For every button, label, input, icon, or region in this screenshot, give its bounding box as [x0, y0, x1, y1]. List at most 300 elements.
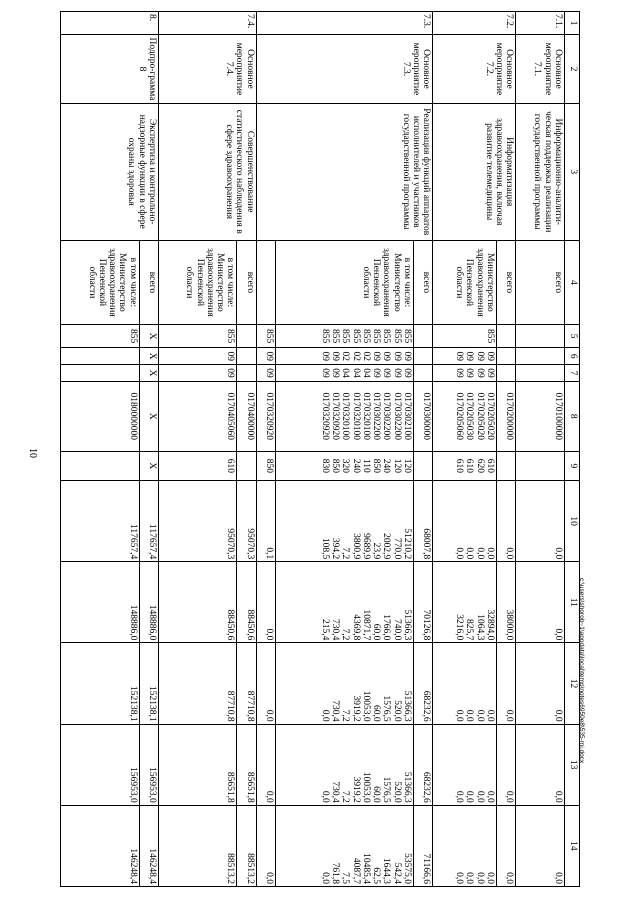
cell-value: 51210,2	[401, 528, 412, 560]
cell-value: 148886,0	[127, 604, 138, 641]
cell-value: 09	[330, 351, 341, 361]
cell-c8	[256, 381, 275, 451]
cell-value: 10485,4	[360, 853, 371, 884]
cell-c10	[158, 481, 237, 562]
cell-value: 09	[319, 351, 330, 361]
cell-c5	[433, 325, 497, 348]
cell-c12	[496, 643, 515, 724]
cell-value: 520,0	[391, 700, 402, 722]
cell-c12	[275, 643, 413, 724]
cell-c11	[237, 562, 256, 643]
cell-value: 09	[225, 351, 236, 361]
cell-value: 855	[127, 329, 138, 344]
cell-value: 120	[401, 458, 412, 473]
cell-value: 95070,3	[244, 528, 255, 560]
column-header-7: 7	[565, 365, 580, 382]
cell-c9	[158, 451, 237, 481]
cell-c10	[256, 481, 275, 562]
cell-value: 0,0	[484, 790, 495, 803]
cell-value: 09	[454, 351, 465, 361]
cell-c14	[61, 805, 140, 886]
cell-c11	[256, 562, 275, 643]
cell-value: 0180000000	[127, 392, 138, 441]
cell-value: 0,0	[504, 547, 515, 560]
cell-value: 520,0	[391, 781, 402, 803]
cell-value: 0170300000	[421, 392, 432, 441]
cell-c13	[158, 724, 237, 805]
cell-value: 3216,0	[454, 614, 465, 641]
cell-c10	[237, 481, 256, 562]
cell-value: 110	[360, 458, 371, 473]
cell-c7	[158, 365, 237, 382]
cell-value: 215,4	[319, 619, 330, 641]
cell-value: 7,5	[340, 872, 351, 884]
cell-c9	[61, 451, 140, 481]
cell-value: 09	[330, 368, 341, 378]
cell-value: 0170405060	[225, 392, 236, 441]
cell-value: 87710,8	[225, 690, 236, 722]
cell-c11	[413, 562, 432, 643]
cell-c10	[516, 481, 565, 562]
recipient-label: в том числе: Министерство здравоохранения Пензенской области	[61, 240, 140, 324]
cell-value: 88513,2	[244, 853, 255, 884]
cell-value: 610	[454, 458, 465, 473]
column-header-6: 6	[565, 348, 580, 365]
cell-c11	[496, 562, 515, 643]
cell-value: 04	[340, 368, 351, 378]
file-path-footer: c:\users\shorob~1\appdata\local\temp\notes6950e8\535-mi.docx	[578, 578, 585, 764]
cell-value: 240	[350, 458, 361, 473]
cell-c12	[237, 643, 256, 724]
cell-value: 10053,0	[360, 771, 371, 803]
budget-table	[60, 11, 580, 887]
cell-value: 0,0	[454, 709, 465, 722]
cell-value: 60,0	[371, 704, 382, 722]
cell-value: 0,0	[263, 628, 274, 641]
cell-value: 02	[350, 351, 361, 361]
cell-c5	[516, 325, 565, 348]
recipient-label: всего	[139, 240, 158, 324]
cell-value: 51366,3	[401, 690, 412, 722]
cell-value: 0170320920	[263, 392, 274, 441]
recipient-label: всего	[237, 240, 256, 324]
cell-c5	[496, 325, 515, 348]
cell-value: 09	[391, 368, 402, 378]
cell-value: 0,0	[263, 709, 274, 722]
cell-c5	[256, 325, 275, 348]
cell-c9	[237, 451, 256, 481]
cell-value: 10053,0	[360, 690, 371, 722]
cell-value: 240	[381, 458, 392, 473]
cell-value: 146248,4	[127, 848, 138, 884]
cell-value: 68232,6	[421, 771, 432, 803]
recipient-label: в том числе: Министерство здравоохранения Пензенской области	[158, 240, 237, 324]
cell-c6	[237, 348, 256, 365]
cell-value: 0,0	[504, 790, 515, 803]
cell-value: 0,0	[454, 547, 465, 560]
cell-c7	[433, 365, 497, 382]
cell-value: 0,0	[474, 547, 485, 560]
cell-c14	[158, 805, 237, 886]
cell-value: 09	[371, 351, 382, 361]
cell-value: 0,0	[484, 872, 495, 884]
cell-c9	[496, 451, 515, 481]
cell-value: 855	[381, 329, 392, 344]
cell-value: 117657,4	[127, 523, 138, 560]
cell-value: 0170205030	[464, 392, 475, 441]
cell-value: 0170200000	[504, 392, 515, 441]
cell-c6	[256, 348, 275, 365]
cell-value: 09	[225, 368, 236, 378]
cell-value: 0,0	[553, 547, 563, 560]
cell-value: 68232,6	[421, 690, 432, 722]
cell-c7	[139, 365, 158, 382]
cell-value: 88513,2	[225, 853, 236, 884]
cell-value: 0170302200	[371, 392, 382, 441]
cell-c7	[496, 365, 515, 382]
recipient-label: Министерство здравоохранения Пензенской области	[433, 240, 497, 324]
cell-c7	[275, 365, 413, 382]
cell-value: 7,2	[340, 709, 351, 722]
cell-value: 152138,1	[127, 685, 138, 722]
cell-value: 09	[484, 368, 495, 378]
cell-c8	[433, 381, 497, 451]
cell-value: 3919,2	[350, 776, 361, 803]
cell-value: 4369,8	[350, 614, 361, 641]
cell-c13	[256, 724, 275, 805]
table-row	[413, 12, 432, 887]
section-name: Информатизация здравоохранения, включая развитие телемедицины	[433, 103, 516, 240]
cell-c6	[275, 348, 413, 365]
cell-c9	[256, 451, 275, 481]
cell-value: 3800,9	[350, 533, 361, 560]
section-num: 7.1.	[516, 12, 565, 35]
cell-value: 146248,4	[146, 848, 157, 884]
cell-value: 0,0	[263, 790, 274, 803]
cell-value: 68007,8	[421, 528, 432, 560]
cell-value: Х	[146, 462, 157, 470]
cell-value: 04	[350, 368, 361, 378]
cell-c9	[413, 451, 432, 481]
cell-c11	[516, 562, 565, 643]
cell-value: 09	[381, 368, 392, 378]
cell-value: 855	[263, 329, 274, 344]
cell-value: Х	[146, 332, 157, 340]
cell-c12	[516, 643, 565, 724]
cell-c10	[413, 481, 432, 562]
cell-value: 0170205020	[474, 392, 485, 441]
cell-value: 4087,7	[350, 857, 361, 884]
cell-value: 0170302200	[381, 392, 392, 441]
cell-value: 156953,0	[146, 767, 157, 803]
section-type: Основное мероприятие 7.1.	[516, 35, 565, 104]
cell-c9	[139, 451, 158, 481]
cell-value: 09	[474, 368, 485, 378]
section-type: Подпро-грамма 8	[61, 35, 159, 104]
cell-c5	[413, 325, 432, 348]
cell-c12	[139, 643, 158, 724]
cell-value: 542,4	[391, 862, 402, 884]
cell-value: 09	[391, 351, 402, 361]
recipient-label: всего	[516, 240, 565, 324]
section-type: Основное мероприятие 7.3.	[256, 35, 432, 104]
cell-value: 730,4	[330, 700, 341, 722]
cell-c10	[433, 481, 497, 562]
cell-value: 855	[330, 329, 341, 344]
cell-value: 7,2	[340, 790, 351, 803]
cell-c8	[413, 381, 432, 451]
cell-c5	[139, 325, 158, 348]
cell-value: 09	[401, 351, 412, 361]
cell-value: Х	[146, 412, 157, 420]
cell-value: 850	[330, 458, 341, 473]
recipient-label	[256, 240, 275, 324]
cell-c5	[158, 325, 237, 348]
cell-c8	[61, 381, 140, 451]
cell-value: 0,0	[553, 628, 563, 641]
section-name: Информационно-аналити-ческая поддержка реализации государственной программы	[516, 103, 565, 240]
cell-value: 108,5	[319, 537, 330, 560]
cell-value: 117657,4	[146, 523, 157, 560]
cell-value: 0,0	[553, 790, 563, 803]
cell-c6	[413, 348, 432, 365]
cell-c14	[275, 805, 413, 886]
cell-value: 9689,9	[360, 533, 371, 560]
cell-value: 85651,8	[244, 771, 255, 803]
cell-value: 09	[263, 368, 274, 378]
cell-value: 730,4	[330, 781, 341, 803]
table-row	[496, 12, 515, 887]
cell-c13	[496, 724, 515, 805]
cell-value: 1576,5	[381, 776, 392, 803]
cell-value: 0,0	[263, 872, 274, 884]
cell-value: 1064,3	[474, 614, 485, 641]
cell-value: 09	[263, 351, 274, 361]
section-name: Реализация функций аппаратов исполнителей и участников государственной программы	[256, 103, 432, 240]
cell-c5	[61, 325, 140, 348]
cell-c11	[275, 562, 413, 643]
table-row	[237, 12, 256, 887]
cell-c5	[275, 325, 413, 348]
cell-c7	[61, 365, 140, 382]
cell-value: 0,0	[553, 709, 563, 722]
cell-value: 0,1	[263, 547, 274, 560]
cell-c10	[61, 481, 140, 562]
cell-c10	[139, 481, 158, 562]
section-num: 7.2.	[433, 12, 516, 35]
cell-c6	[433, 348, 497, 365]
cell-value: 855	[401, 329, 412, 344]
cell-value: 2002,9	[381, 533, 392, 560]
column-header-11: 11	[565, 562, 580, 643]
column-header-8: 8	[565, 381, 580, 451]
cell-value: Х	[146, 352, 157, 360]
cell-value: 855	[360, 329, 371, 344]
table-row	[139, 12, 158, 887]
cell-value: 0,0	[474, 790, 485, 803]
column-header-3: 3	[565, 103, 580, 240]
cell-value: 62,5	[371, 867, 382, 884]
cell-value: 02	[360, 351, 371, 361]
cell-c8	[139, 381, 158, 451]
cell-value: 855	[391, 329, 402, 344]
cell-value: 09	[484, 351, 495, 361]
cell-value: 0,0	[464, 790, 475, 803]
cell-value: 09	[464, 351, 475, 361]
section-type: Основное мероприятие 7.2.	[433, 35, 516, 104]
cell-value: 0170302100	[401, 392, 412, 441]
section-num: 7.3.	[256, 12, 432, 35]
cell-c13	[139, 724, 158, 805]
cell-value: 830	[319, 458, 330, 473]
cell-value: 855	[319, 329, 330, 344]
cell-c7	[413, 365, 432, 382]
cell-value: 1644,3	[381, 857, 392, 884]
cell-value: 855	[371, 329, 382, 344]
cell-value: 09	[474, 351, 485, 361]
cell-value: 825,7	[464, 619, 475, 641]
rotated-page	[60, 11, 580, 887]
cell-c7	[516, 365, 565, 382]
cell-value: 0,0	[464, 872, 475, 884]
cell-c14	[256, 805, 275, 886]
cell-value: 88450,6	[225, 609, 236, 641]
cell-c8	[275, 381, 413, 451]
cell-c14	[139, 805, 158, 886]
cell-c12	[61, 643, 140, 724]
cell-value: 855	[340, 329, 351, 344]
cell-value: 85651,8	[225, 771, 236, 803]
cell-c14	[413, 805, 432, 886]
section-name: Совершенствование статистического наблюдения в сфере здравоохранения	[158, 103, 256, 240]
cell-c5	[237, 325, 256, 348]
cell-c13	[237, 724, 256, 805]
cell-c13	[61, 724, 140, 805]
cell-value: Х	[146, 369, 157, 377]
cell-value: 0,0	[484, 547, 495, 560]
cell-value: 10871,7	[360, 609, 371, 641]
cell-value: 770,0	[391, 537, 402, 560]
cell-value: 70126,8	[421, 609, 432, 641]
cell-value: 60,0	[371, 786, 382, 803]
cell-value: 0170205060	[454, 392, 465, 441]
cell-c11	[158, 562, 237, 643]
cell-value: 730,4	[330, 619, 341, 641]
cell-value: 855	[484, 329, 495, 344]
cell-value: 850	[371, 458, 382, 473]
cell-value: 87710,8	[244, 690, 255, 722]
cell-value: 38000,0	[504, 609, 515, 641]
cell-value: 0,0	[319, 790, 330, 803]
cell-value: 394,2	[330, 537, 341, 560]
cell-value: 3919,2	[350, 695, 361, 722]
cell-value: 23,9	[371, 542, 382, 560]
cell-value: 04	[360, 368, 371, 378]
cell-c11	[139, 562, 158, 643]
cell-c10	[496, 481, 515, 562]
cell-value: 7,2	[340, 628, 351, 641]
cell-value: 60,0	[371, 623, 382, 641]
cell-value: 610	[484, 458, 495, 473]
section-num: 7.4.	[158, 12, 256, 35]
cell-value: 850	[263, 458, 274, 473]
cell-c7	[256, 365, 275, 382]
recipient-label: всего	[496, 240, 515, 324]
cell-value: 610	[464, 458, 475, 473]
cell-value: 32894,0	[484, 609, 495, 641]
cell-value: 0,0	[454, 872, 465, 884]
cell-value: 0170320920	[319, 392, 330, 441]
cell-c7	[237, 365, 256, 382]
cell-c14	[496, 805, 515, 886]
cell-c14	[516, 805, 565, 886]
cell-value: 0170100000	[553, 392, 563, 441]
cell-value: 0170320100	[360, 392, 371, 441]
cell-c8	[158, 381, 237, 451]
page-number: 10	[27, 448, 38, 458]
cell-c12	[433, 643, 497, 724]
cell-value: 0,0	[319, 709, 330, 722]
cell-c13	[433, 724, 497, 805]
column-header-1: 1	[565, 12, 580, 35]
column-header-4: 4	[565, 240, 580, 324]
cell-value: 0,0	[484, 709, 495, 722]
cell-c12	[158, 643, 237, 724]
cell-value: 855	[350, 329, 361, 344]
column-header-9: 9	[565, 451, 580, 481]
cell-value: 0,0	[474, 872, 485, 884]
cell-c14	[433, 805, 497, 886]
cell-value: 152138,1	[146, 685, 157, 722]
cell-c8	[496, 381, 515, 451]
column-header-13: 13	[565, 724, 580, 805]
cell-value: 51366,3	[401, 609, 412, 641]
cell-value: 09	[464, 368, 475, 378]
cell-value: 0,0	[504, 872, 515, 884]
cell-value: 120	[391, 458, 402, 473]
cell-c6	[139, 348, 158, 365]
cell-value: 7,2	[340, 547, 351, 560]
cell-value: 02	[340, 351, 351, 361]
cell-value: 761,8	[330, 862, 341, 884]
cell-value: 0170320100	[340, 392, 351, 441]
cell-value: 09	[454, 368, 465, 378]
cell-c11	[61, 562, 140, 643]
column-header-5: 5	[565, 325, 580, 348]
cell-value: 0170320920	[330, 392, 341, 441]
cell-value: 88450,6	[244, 609, 255, 641]
cell-c9	[516, 451, 565, 481]
column-header-12: 12	[565, 643, 580, 724]
cell-value: 1766,0	[381, 614, 392, 641]
cell-value: 0,0	[504, 709, 515, 722]
cell-c13	[413, 724, 432, 805]
column-header-14: 14	[565, 805, 580, 886]
cell-c8	[516, 381, 565, 451]
cell-value: 0,0	[319, 872, 330, 884]
cell-value: 51366,3	[401, 771, 412, 803]
cell-value: 0170400000	[244, 392, 255, 441]
cell-c9	[275, 451, 413, 481]
cell-value: 09	[381, 351, 392, 361]
cell-c6	[516, 348, 565, 365]
section-num: 8.	[61, 12, 159, 35]
cell-c6	[496, 348, 515, 365]
cell-c8	[237, 381, 256, 451]
cell-c13	[516, 724, 565, 805]
cell-value: 0,0	[474, 709, 485, 722]
cell-value: 0,0	[454, 790, 465, 803]
